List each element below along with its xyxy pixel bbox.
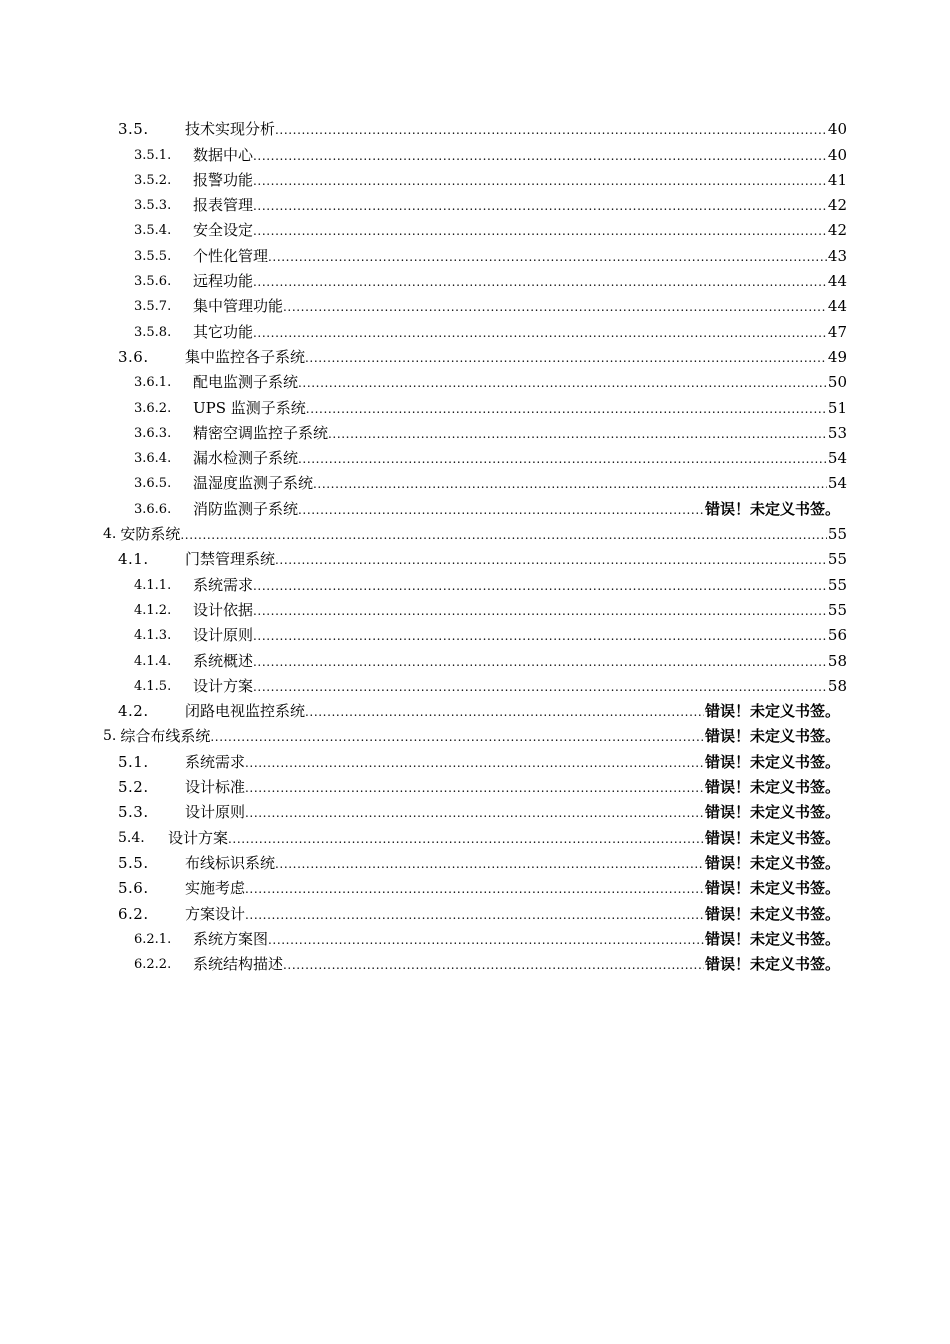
toc-dot-leader (298, 500, 704, 519)
toc-dot-leader (245, 803, 704, 822)
toc-entry[interactable] (0, 215, 950, 240)
toc-entry-title: 消防监测子系统 (193, 499, 299, 518)
toc-entry-lead (0, 449, 827, 468)
toc-dot-leader (180, 525, 827, 544)
toc-page-number: 51 (827, 398, 847, 417)
toc-dot-leader (306, 399, 827, 418)
toc-entry-lead (0, 348, 827, 367)
toc-entry[interactable] (0, 595, 950, 620)
toc-entry-number: 3.5.5. (134, 248, 172, 264)
toc-entry-number: 3.6.5. (134, 476, 172, 492)
toc-dot-leader (313, 474, 827, 493)
toc-entry-number: 4.1.3. (134, 628, 172, 644)
toc-entry-lead (0, 905, 704, 924)
toc-entry[interactable] (0, 418, 950, 443)
toc-entry-number: 5. (103, 728, 117, 745)
toc-entry-title: 报警功能 (193, 170, 254, 189)
toc-entry-lead (0, 525, 827, 544)
toc-entry[interactable] (0, 721, 950, 746)
toc-entry-title: 温湿度监测子系统 (193, 474, 314, 493)
toc-bookmark-error: 错误！未定义书签。 (704, 879, 840, 898)
toc-dot-leader (328, 424, 827, 443)
toc-entry[interactable] (0, 316, 950, 341)
toc-page-number: 49 (827, 347, 847, 366)
toc-page-number: 42 (827, 196, 847, 215)
toc-entry-title: 技术实现分析 (185, 120, 276, 139)
toc-entry-number: 3.5.2. (134, 172, 172, 188)
toc-dot-leader (245, 778, 704, 797)
toc-dot-leader (245, 753, 704, 772)
toc-entry-title: 系统方案图 (193, 929, 269, 948)
toc-entry[interactable] (0, 671, 950, 696)
toc-entry-lead (0, 120, 827, 139)
toc-entry-lead (0, 778, 704, 797)
toc-entry-number: 5.6. (118, 879, 149, 898)
toc-entry-title: UPS 监测子系统 (193, 398, 306, 417)
toc-entry-number: 4.2. (118, 702, 149, 721)
toc-entry[interactable] (0, 569, 950, 594)
toc-entry-number: 4.1.4. (134, 653, 172, 669)
toc-entry-lead (0, 727, 704, 746)
table-of-contents (0, 114, 950, 974)
toc-entry-lead (0, 399, 827, 418)
toc-entry[interactable] (0, 848, 950, 873)
toc-entry-title: 门禁管理系统 (185, 550, 276, 569)
toc-entry-lead (0, 272, 827, 291)
toc-dot-leader (305, 348, 827, 367)
toc-entry-number: 4. (103, 526, 117, 543)
toc-entry-number: 5.2. (118, 778, 149, 797)
toc-page-number: 43 (827, 246, 847, 265)
toc-dot-leader (268, 247, 827, 266)
toc-entry-title: 综合布线系统 (120, 727, 211, 746)
toc-entry-lead (0, 652, 827, 671)
toc-entry-number: 3.6.3. (134, 425, 172, 441)
toc-entry-lead (0, 550, 827, 569)
toc-dot-leader (275, 550, 827, 569)
toc-entry-lead (0, 146, 827, 165)
toc-entry-title: 设计方案 (193, 676, 254, 695)
toc-entry-lead (0, 474, 827, 493)
toc-entry-lead (0, 323, 827, 342)
toc-entry[interactable] (0, 620, 950, 645)
toc-entry-title: 个性化管理 (193, 246, 269, 265)
toc-entry-title: 配电监测子系统 (193, 373, 299, 392)
toc-entry-lead (0, 297, 827, 316)
toc-entry-lead (0, 500, 704, 519)
toc-entry[interactable] (0, 468, 950, 493)
toc-page-number: 55 (827, 600, 847, 619)
toc-entry-title: 设计方案 (168, 828, 229, 847)
toc-dot-leader (253, 323, 827, 342)
toc-dot-leader (275, 854, 704, 873)
toc-entry-number: 5.5. (118, 853, 149, 872)
toc-bookmark-error: 错误！未定义书签。 (704, 904, 840, 923)
toc-entry[interactable] (0, 949, 950, 974)
toc-page-number: 54 (827, 449, 847, 468)
toc-page-number: 41 (827, 170, 847, 189)
toc-entry[interactable] (0, 696, 950, 721)
toc-entry[interactable] (0, 519, 950, 544)
toc-entry-lead (0, 626, 827, 645)
toc-entry-lead (0, 829, 704, 848)
toc-entry-title: 实施考虑 (185, 879, 246, 898)
toc-entry-title: 系统需求 (185, 752, 246, 771)
toc-entry-lead (0, 702, 704, 721)
toc-page-number: 47 (827, 322, 847, 341)
toc-dot-leader (253, 601, 827, 620)
toc-entry-number: 5.1. (118, 752, 149, 771)
toc-entry-title: 方案设计 (185, 904, 246, 923)
toc-entry[interactable] (0, 165, 950, 190)
toc-entry-number: 6.2.1. (134, 931, 172, 947)
toc-entry[interactable] (0, 367, 950, 392)
toc-entry-number: 6.2. (118, 904, 149, 923)
toc-entry-lead (0, 601, 827, 620)
toc-entry-title: 设计原则 (185, 803, 246, 822)
toc-entry-number: 3.6.4. (134, 451, 172, 467)
toc-dot-leader (245, 879, 704, 898)
toc-entry[interactable] (0, 772, 950, 797)
toc-entry[interactable] (0, 291, 950, 316)
toc-entry-number: 5.4. (118, 829, 145, 846)
toc-bookmark-error: 错误！未定义书签。 (704, 499, 840, 518)
toc-entry-number: 3.6.2. (134, 400, 172, 416)
toc-dot-leader (253, 221, 827, 240)
toc-page-number: 54 (827, 474, 847, 493)
toc-entry-title: 布线标识系统 (185, 853, 276, 872)
toc-entry-title: 报表管理 (193, 196, 254, 215)
toc-entry-number: 3.5.3. (134, 198, 172, 214)
toc-entry-title: 设计标准 (185, 778, 246, 797)
toc-entry-lead (0, 879, 704, 898)
toc-page-number: 53 (827, 423, 847, 442)
toc-entry-number: 4.1.2. (134, 602, 172, 618)
toc-entry-lead (0, 171, 827, 190)
toc-dot-leader (210, 727, 704, 746)
toc-entry-title: 集中监控各子系统 (185, 347, 306, 366)
toc-page-number: 55 (827, 575, 847, 594)
toc-entry-title: 设计依据 (193, 600, 254, 619)
toc-entry-lead (0, 221, 827, 240)
toc-entry[interactable] (0, 645, 950, 670)
toc-entry-lead (0, 247, 827, 266)
toc-page-number: 40 (827, 120, 847, 139)
toc-entry-title: 其它功能 (193, 322, 254, 341)
toc-dot-leader (253, 146, 827, 165)
toc-entry-lead (0, 930, 704, 949)
toc-dot-leader (275, 120, 827, 139)
toc-entry-number: 3.5.4. (134, 223, 172, 239)
toc-entry-lead (0, 576, 827, 595)
toc-entry-lead (0, 677, 827, 696)
toc-entry[interactable] (0, 114, 950, 139)
toc-page-number: 58 (827, 651, 847, 670)
toc-entry-title: 系统需求 (193, 575, 254, 594)
toc-entry-number: 6.2.2. (134, 957, 172, 973)
toc-dot-leader (298, 449, 827, 468)
toc-page-number: 42 (827, 221, 847, 240)
toc-bookmark-error: 错误！未定义书签。 (704, 702, 840, 721)
toc-dot-leader (305, 702, 704, 721)
toc-page-number: 55 (827, 550, 847, 569)
toc-entry-number: 4.1.5. (134, 678, 172, 694)
toc-entry-number: 4.1. (118, 550, 149, 569)
toc-dot-leader (268, 930, 704, 949)
toc-page-number: 40 (827, 145, 847, 164)
toc-entry-title: 安防系统 (120, 525, 181, 544)
toc-entry-title: 系统结构描述 (193, 955, 284, 974)
toc-dot-leader (253, 626, 827, 645)
toc-entry[interactable] (0, 392, 950, 417)
toc-entry-number: 4.1.1. (134, 577, 172, 593)
toc-page-number: 44 (827, 272, 847, 291)
toc-dot-leader (253, 272, 827, 291)
toc-bookmark-error: 错误！未定义书签。 (704, 853, 840, 872)
toc-dot-leader (253, 576, 827, 595)
toc-bookmark-error: 错误！未定义书签。 (704, 727, 840, 746)
toc-entry-number: 3.6.6. (134, 501, 172, 517)
toc-bookmark-error: 错误！未定义书签。 (704, 752, 840, 771)
toc-entry-number: 5.3. (118, 803, 149, 822)
toc-entry[interactable] (0, 493, 950, 518)
toc-entry-title: 安全设定 (193, 221, 254, 240)
toc-entry[interactable] (0, 924, 950, 949)
toc-entry[interactable] (0, 797, 950, 822)
toc-dot-leader (253, 652, 827, 671)
toc-bookmark-error: 错误！未定义书签。 (704, 828, 840, 847)
toc-page-number: 56 (827, 626, 847, 645)
toc-entry-lead (0, 196, 827, 215)
toc-entry-title: 数据中心 (193, 145, 254, 164)
toc-entry-lead (0, 373, 827, 392)
toc-entry[interactable] (0, 190, 950, 215)
toc-entry[interactable] (0, 544, 950, 569)
toc-entry[interactable] (0, 266, 950, 291)
toc-entry[interactable] (0, 443, 950, 468)
toc-entry-title: 闭路电视监控系统 (185, 702, 306, 721)
toc-dot-leader (253, 171, 827, 190)
toc-entry[interactable] (0, 139, 950, 164)
toc-bookmark-error: 错误！未定义书签。 (704, 955, 840, 974)
toc-entry[interactable] (0, 822, 950, 847)
toc-entry-number: 3.5.8. (134, 324, 172, 340)
toc-entry[interactable] (0, 873, 950, 898)
toc-entry-title: 集中管理功能 (193, 297, 284, 316)
toc-entry-lead (0, 955, 704, 974)
toc-dot-leader (253, 196, 827, 215)
toc-entry-number: 3.5.7. (134, 299, 172, 315)
toc-entry-number: 3.5. (118, 120, 149, 139)
toc-page-number: 58 (827, 676, 847, 695)
toc-entry[interactable] (0, 342, 950, 367)
toc-dot-leader (253, 677, 827, 696)
toc-entry-number: 3.5.1. (134, 147, 172, 163)
toc-entry-title: 漏水检测子系统 (193, 449, 299, 468)
toc-dot-leader (283, 955, 704, 974)
toc-entry-lead (0, 424, 827, 443)
toc-entry[interactable] (0, 746, 950, 771)
toc-page-number: 44 (827, 297, 847, 316)
toc-entry-lead (0, 803, 704, 822)
toc-entry-title: 精密空调监控子系统 (193, 423, 329, 442)
toc-page-number: 55 (827, 525, 847, 544)
toc-bookmark-error: 错误！未定义书签。 (704, 929, 840, 948)
toc-entry[interactable] (0, 240, 950, 265)
toc-dot-leader (283, 297, 827, 316)
toc-entry[interactable] (0, 898, 950, 923)
toc-dot-leader (228, 829, 704, 848)
toc-entry-title: 设计原则 (193, 626, 254, 645)
toc-entry-lead (0, 753, 704, 772)
toc-entry-title: 系统概述 (193, 651, 254, 670)
toc-dot-leader (245, 905, 704, 924)
toc-bookmark-error: 错误！未定义书签。 (704, 803, 840, 822)
toc-entry-number: 3.6. (118, 347, 149, 366)
toc-entry-number: 3.6.1. (134, 375, 172, 391)
toc-entry-number: 3.5.6. (134, 274, 172, 290)
toc-page-number: 50 (827, 373, 847, 392)
toc-entry-lead (0, 854, 704, 873)
toc-entry-title: 远程功能 (193, 272, 254, 291)
toc-dot-leader (298, 373, 827, 392)
toc-bookmark-error: 错误！未定义书签。 (704, 778, 840, 797)
